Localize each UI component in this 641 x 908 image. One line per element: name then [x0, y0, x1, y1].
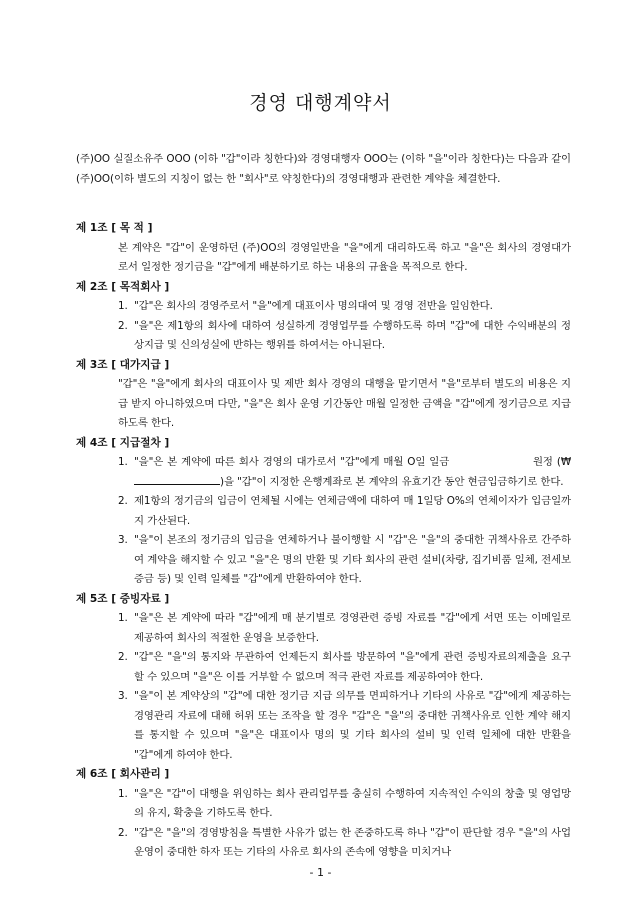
article-2	[76, 278, 571, 356]
item-text: "을"이 본조의 정기금의 입금을 연체하거나 불이행할 시 "갑"은 "을"의 중대한 귀책사유로 간주하여 계약을 해지할 수 있고 "을"은 명의 반환 및 기타 회사의 관련 설비(차량, 집기비품 일체, 전세보증금 등) 및 인력 일체를 "갑"에게 반환하여야 한다.	[134, 534, 571, 585]
article-5	[76, 590, 571, 766]
item-number: 3.	[118, 534, 128, 546]
item-text: "을"은 "갑"이 대행을 위임하는 회사 관리업무를 충실히 수행하여 지속적인 수익의 창출 및 영업망의 유지, 확충을 기하도록 한다.	[134, 787, 571, 819]
item-text: 제1항의 정기금의 입금이 연체될 시에는 연체금액에 대하여 매 1일당 O%의 연체이자가 입금일까지 가산된다.	[134, 495, 571, 527]
article-1	[76, 219, 571, 278]
item-number: 2.	[118, 651, 128, 663]
article-heading: 제 6조 [ 회사관리 ]	[76, 768, 170, 780]
page-number: - 1 -	[309, 866, 332, 879]
list-item	[118, 687, 571, 765]
article-items	[118, 297, 571, 356]
item-number: 2.	[118, 319, 128, 332]
item-text: "갑"은 "을"의 통지와 무관하여 언제든지 회사를 방문하여 "을"에게 관련 증빙자료의제출을 요구할 수 있으며 "을"은 이를 거부할 수 없으며 적극 관련 자료를 제공하여야 한다.	[134, 651, 571, 683]
list-item	[118, 317, 571, 356]
list-item	[118, 785, 571, 824]
list-item	[118, 609, 571, 648]
item-number: 3.	[118, 690, 128, 702]
item-number: 1.	[118, 456, 128, 468]
article-heading: 제 2조 [ 목적회사 ]	[76, 280, 170, 293]
document-title: 경영 대행계약서	[249, 92, 392, 114]
article-heading: 제 4조 [ 지급절차 ]	[76, 436, 170, 449]
item-number: 2.	[118, 495, 128, 507]
article-body: "갑"은 "을"에게 회사의 대표이사 및 제반 회사 경영의 대행을 맡기면서 "을"로부터 별도의 비용은 지급 받지 아니하였으며 다만, "을"은 회사 운영 기간동안 매월 일정한 금액을 "갑"에게 정기금으로 지급하도록 한다.	[118, 378, 571, 429]
item-number: 2.	[118, 826, 128, 839]
article-heading: 제 1조 [ 목 적 ]	[76, 222, 153, 234]
list-item	[118, 531, 571, 590]
article-6	[76, 765, 571, 863]
item-text: "을"은 본 계약에 따라 "갑"에게 매 분기별로 경영관련 증빙 자료를 "갑"에게 서면 또는 이메일로 제공하여 회사의 적절한 운영을 보증한다.	[134, 612, 571, 644]
article-body: 본 계약은 "갑"이 운영하던 (주)OO의 경영일반을 "을"에게 대리하도록 하고 "을"은 회사의 경영대가로서 일정한 정기금을 "갑"에게 배분하기로 하는 내용의 규율을 목적으로 한다.	[118, 241, 571, 273]
articles-list	[76, 219, 571, 863]
article-4	[76, 434, 571, 590]
list-item	[118, 648, 571, 687]
article-3	[76, 356, 571, 434]
item-text-part: )을 "갑"이 지정한 은행계좌로 본 계약의 유효기간 동안 현금입금하기로 한다.	[220, 475, 564, 488]
item-text: "을"이 본 계약상의 "갑"에 대한 정기금 지급 의무를 면피하거나 기타의 사유로 "갑"에게 제공하는 경영관리 자료에 대해 허위 또는 조작을 할 경우 "갑"은 "을"의 중대한 귀책사유로 인한 계약 해지를 통지할 수 있으며 "을"은 대표이사 명의 및 기타 회사의 설비 및 인력 일체에 대한 반환을 "갑"에게 하여야 한다.	[134, 690, 571, 761]
item-text: "갑"은 회사의 경영주로서 "을"에게 대표이사 명의대여 및 경영 전반을 일임한다.	[134, 300, 493, 312]
item-text	[134, 453, 571, 492]
list-item	[118, 824, 571, 863]
item-text-part: 원정 (₩	[533, 456, 571, 468]
item-number: 1.	[118, 612, 128, 624]
list-item	[118, 453, 571, 492]
item-text: "갑"은 "을"의 경영방침을 특별한 사유가 없는 한 존중하도록 하나 "갑"이 판단할 경우 "을"의 사업운영이 중대한 하자 또는 기타의 사유로 회사의 존속에 영향을 미치거나	[134, 826, 571, 858]
article-heading: 제 3조 [ 대가지급 ]	[76, 358, 170, 371]
article-items	[118, 453, 571, 590]
article-items	[118, 609, 571, 765]
item-number: 1.	[118, 787, 128, 800]
amount-blank-line	[134, 473, 220, 485]
item-number: 1.	[118, 300, 128, 312]
list-item	[118, 297, 571, 317]
article-heading: 제 5조 [ 증빙자료 ]	[76, 592, 170, 605]
article-items	[118, 785, 571, 863]
intro-paragraph: (주)OO 실질소유주 OOO (이하 "갑"이라 칭한다)와 경영대행자 OOO는 (이하 "을"이라 칭한다)는 다음과 같이 (주)OO(이하 별도의 지칭이 없는 한 "회사"로 약칭한다)의 경영대행과 관련한 계약을 체결한다.	[76, 153, 571, 185]
item-text-part: "을"은 본 계약에 따른 회사 경영의 대가로서 "갑"에게 매월 O일 일금	[134, 456, 450, 468]
item-text: "을"은 제1항의 회사에 대하여 성실하게 경영업무를 수행하도록 하며 "갑"에 대한 수익배분의 정상지급 및 신의성실에 반하는 행위를 하여서는 아니된다.	[134, 319, 571, 351]
list-item	[118, 492, 571, 531]
